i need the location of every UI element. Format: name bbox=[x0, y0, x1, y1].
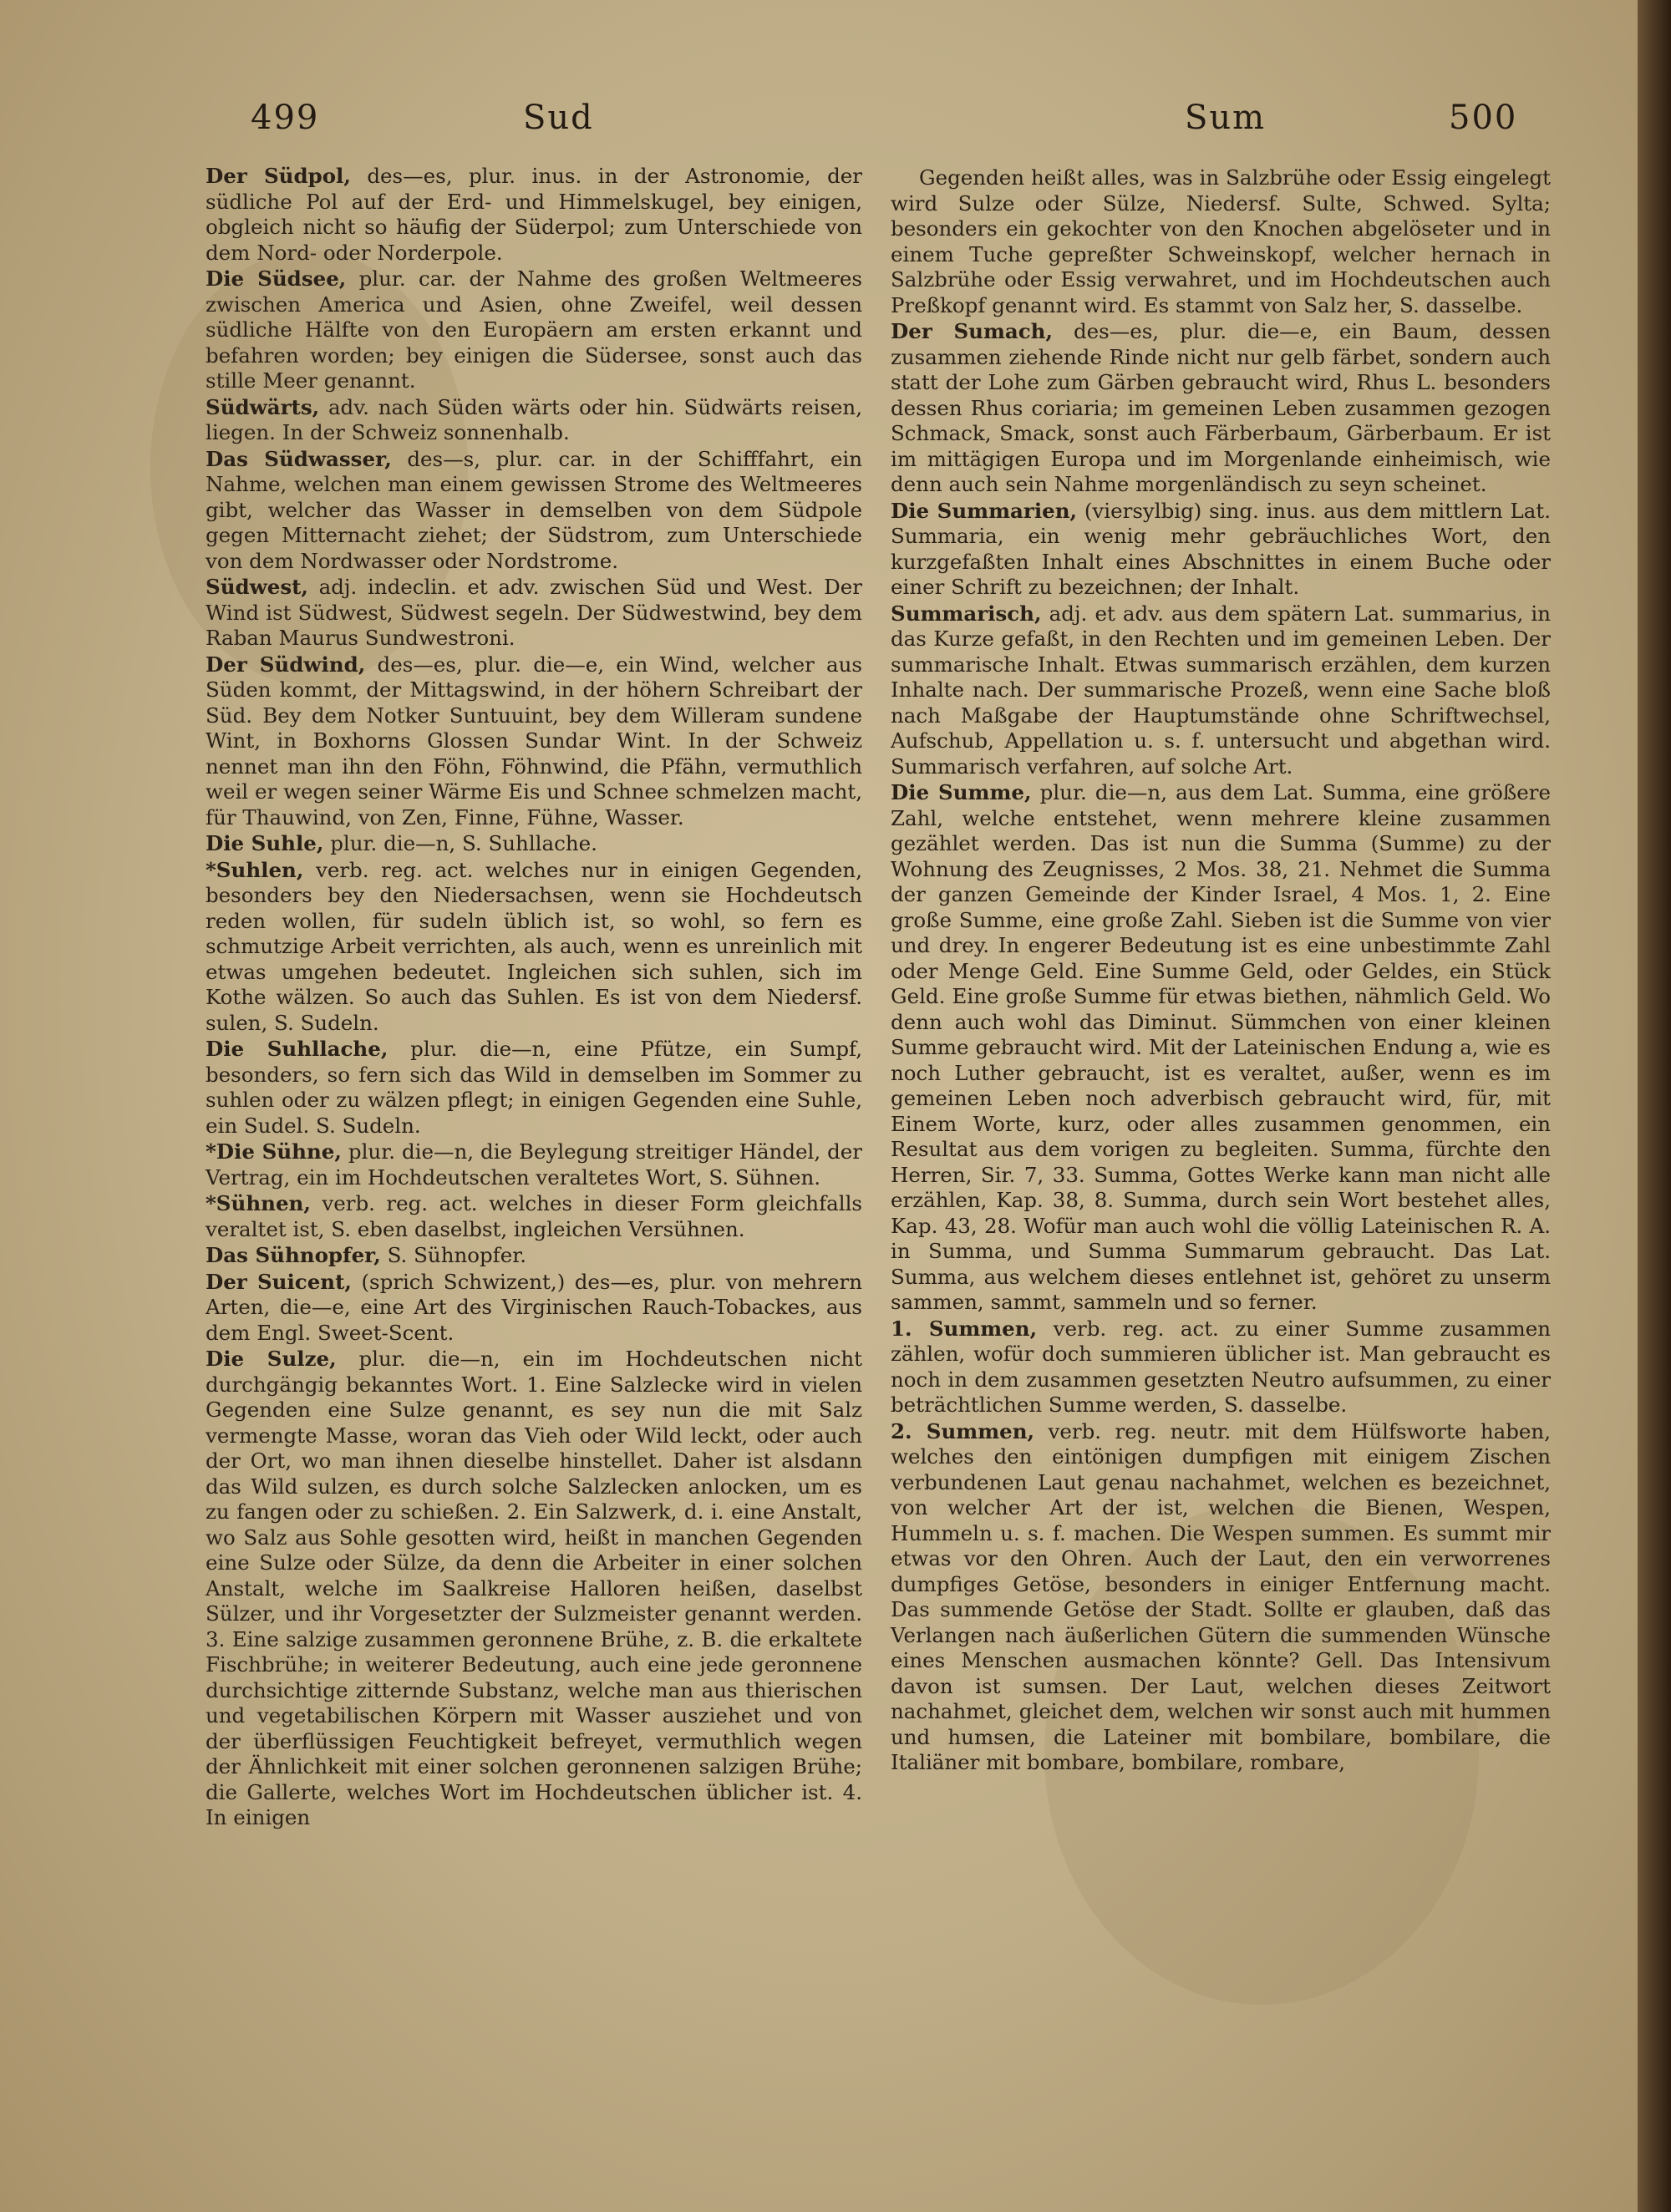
dictionary-entry: Der Südpol, des—es, plur. inus. in der Astronomie, der südliche Pol auf der Erd- und Himmelskugel, bey einigen, obgleich nicht so häufig der Süderpol; zum Unterschiede von dem Nord- oder Norderpole. bbox=[206, 164, 862, 265]
dictionary-entry: Die Suhle, plur. die—n, S. Suhllache. bbox=[206, 831, 597, 855]
dictionary-entry: Der Suicent, (sprich Schwizent,) des—es, plur. von mehrern Arten, die—e, eine Art des Virginischen Rauch-Tobackes, aus dem Engl. Sweet-Scent. bbox=[206, 1269, 862, 1345]
dictionary-entry: Die Summe, plur. die—n, aus dem Lat. Summa, eine größere Zahl, welche entstehet, wenn mehrere kleine zusammen gezählet werden. Das ist nun die Summa (Summe) zu der Wohnung des Zeugnisses, 2 Mos. 38, 21. Nehmet die Summa der ganzen Gemeinde der Kinder Israel, 4 Mos. 1, 2. Eine große Summe, eine große Zahl. Sieben ist die Summe von vier und drey. In engerer Bedeutung ist es eine unbestimmte Zahl oder Menge Geld. Eine Summe Geld, oder Geldes, ein Stück Geld. Eine große Summe für etwas biethen, nähmlich Geld. Wo denn auch wohl das Diminut. Sümmchen von einer kleinen Summe gebraucht wird. Mit der Lateinischen Endung a, wie es noch Luther gebraucht, ist es veraltet, außer, wenn es im gemeinen Leben noch adverbisch gebraucht wird, für, mit Einem Worte, kurz, oder alles zusammen genommen, ein Resultat aus dem vorigen zu begleiten. Summa, fürchte den Herren, Sir. 7, 33. Summa, Gottes Werke kann man nicht alle erzählen, Kap. 38, 8. Summa, durch sein Wort bestehet alles, Kap. 43, 28. Wofür man auch wohl die völlig Lateinischen R. A. in Summa, und Summa Summarum gebraucht. Das Lat. Summa, aus welchem dieses entlehnet ist, gehöret zu unserm sammen, sammt, sammeln und so ferner. bbox=[891, 780, 1552, 1314]
dictionary-entry: 1. Summen, verb. reg. act. zu einer Summe zusammen zählen, wofür doch summieren üblicher ist. Man gebraucht es noch in dem zusammen gesetzten Neutro aufsummen, zu einer beträchtlichen Summe werden, S. dasselbe. bbox=[891, 1316, 1552, 1417]
dictionary-entry: Der Sumach, des—es, plur. die—e, ein Baum, dessen zusammen ziehende Rinde nicht nur gelb färbet, sondern auch statt der Lohe zum Gärben gebraucht wird, Rhus L. besonders dessen Rhus coriaria; im gemeinen Leben zusammen gezogen Schmack, Smack, sonst auch Färberbaum, Gärberbaum. Er ist im mittägigen Europa und im Morgenlande einheimisch, wie denn auch sein Nahme morgenländisch zu seyn scheinet. bbox=[891, 319, 1551, 496]
right-column bbox=[891, 165, 1551, 1777]
dictionary-entry: Die Südsee, plur. car. der Nahme des großen Weltmeeres zwischen America und Asien, ohne Zweifel, weil dessen südliche Hälfte von den Europäern am ersten erkannt und befahren worden; bey einigen die Südersee, sonst auch das stille Meer genannt. bbox=[206, 266, 862, 393]
page-number-right: 500 bbox=[1449, 99, 1518, 137]
running-head-left: Sud bbox=[523, 99, 594, 137]
dictionary-entry: Die Suhllache, plur. die—n, eine Pfütze, ein Sumpf, besonders, so fern sich das Wild in demselben im Sommer zu suhlen oder zu wälzen pflegt; in einigen Gegenden eine Suhle, ein Sudel. S. Sudeln. bbox=[206, 1037, 862, 1138]
dictionary-entry: *Die Sühne, plur. die—n, die Beylegung streitiger Händel, der Vertrag, ein im Hochdeutschen veraltetes Wort, S. Sühnen. bbox=[206, 1139, 862, 1190]
left-column bbox=[206, 164, 862, 1832]
dictionary-entry-continued: Gegenden heißt alles, was in Salzbrühe oder Essig eingelegt wird Sulze oder Sülze, Niedersf. Sulte, Schwed. Sylta; besonders ein gekochter von den Knochen abgelöseter und in einem Tuche gepreßter Schweinskopf, welcher hernach in Salzbrühe oder Essig verwahret, und im Hochdeutschen auch Preßkopf genannt wird. Es stammt von Salz her, S. dasselbe. bbox=[891, 165, 1551, 317]
dictionary-entry: Summarisch, adj. et adv. aus dem spätern Lat. summarius, in das Kurze gefaßt, in den Rechten und im gemeinen Leben. Der summarische Inhalt. Etwas summarisch erzählen, dem kurzen Inhalte nach. Der summarische Prozeß, wenn eine Sache bloß nach Maßgabe der Hauptumstände ohne Schriftwechsel, Aufschub, Appellation u. s. f. untersucht und abgethan wird. Summarisch verfahren, auf solche Art. bbox=[891, 601, 1552, 779]
page-number-left: 499 bbox=[251, 99, 320, 137]
dictionary-entry: Südwärts, adv. nach Süden wärts oder hin. Südwärts reisen, liegen. In der Schweiz sonnenhalb. bbox=[206, 394, 862, 444]
dictionary-entry: Die Sulze, plur. die—n, ein im Hochdeutschen nicht durchgängig bekanntes Wort. 1. Eine Salzlecke wird in vielen Gegenden eine Sulze genannt, es sey nun die mit Salz vermengte Masse, woran das Vieh oder Wild leckt, oder auch der Ort, wo man ihnen dieselbe hinstellet. Daher ist alsdann das Wild sulzen, es durch solche Salzlecken anlocken, um es zu fangen oder zu schießen. 2. Ein Salzwerk, d. i. eine Anstalt, wo Salz aus Sohle gesotten wird, heißt in manchen Gegenden eine Sulze oder Sülze, da denn die Arbeiter in einer solchen Anstalt, welche im Saalkreise Halloren heißen, daselbst Sülzer, und ihr Vorgesetzter der Sulzmeister genannt werden. 3. Eine salzige zusammen geronnene Brühe, z. B. die erkaltete Fischbrühe; in weiterer Bedeutung, auch eine jede geronnene durchsichtige zitternde Substanz, welche man aus thierischen und vegetabilischen Körpern mit Wasser ausziehet und von der überflüssigen Feuchtigkeit befreyet, vermuthlich wegen der Ähnlichkeit mit einer solchen geronnenen salzigen Brühe; die Gallerte, welches Wort im Hochdeutschen üblicher ist. 4. In einigen bbox=[206, 1347, 862, 1829]
dictionary-entry: Südwest, adj. indeclin. et adv. zwischen Süd und West. Der Wind ist Südwest, Südwest segeln. Der Südwestwind, bey dem Raban Maurus Sundwestroni. bbox=[206, 575, 863, 650]
book-spine-edge bbox=[1638, 0, 1671, 2212]
dictionary-entry: Der Südwind, des—es, plur. die—e, ein Wind, welcher aus Süden kommt, der Mittagswind, in der höhern Schreibart der Süd. Bey dem Notker Suntuuint, bey dem Willeram sundene Wint, in Boxhorns Glossen Sundar Wint. In der Schweiz nennet man ihn den Föhn, Föhnwind, die Pfähn, vermuthlich weil er wegen seiner Wärme Eis und Schnee schmelzen macht, für Thauwind, von Zen, Finne, Fühne, Wasser. bbox=[206, 652, 862, 830]
dictionary-entry: 2. Summen, verb. reg. neutr. mit dem Hülfsworte haben, welches den eintönigen dumpfigen mit einigem Zischen verbundenen Laut genau nachahmet, welchen es bezeichnet, von welcher Art der ist, welchen die Bienen, Wespen, Hummeln u. s. f. machen. Die Wespen summen. Es summt mir etwas vor den Ohren. Auch der Laut, den ein verworrenes dumpfiges Getöse, besonders in einiger Entfernung macht. Das summende Getöse der Stadt. Sollte er glauben, daß das Verlangen nach äußerlichen Gütern die summenden Wünsche eines Menschen ausmachen könnte? Gell. Das Intensivum davon ist sumsen. Der Laut, welchen dieses Zeitwort nachahmet, gleichet dem, welchen wir sonst auch mit hummen und humsen, die Lateiner mit bombilare, bombilare, die Italiäner mit bombare, bombilare, rombare, bbox=[891, 1418, 1551, 1774]
dictionary-entry: Das Sühnopfer, S. Sühnopfer. bbox=[206, 1243, 527, 1267]
dictionary-entry: Das Südwasser, des—s, plur. car. in der Schifffahrt, ein Nahme, welchen man einem gewissen Strome des Weltmeeres gibt, welcher das Wasser in demselben von dem Südpole gegen Mitternacht ziehet; der Südstrom, zum Unterschiede von dem Nordwasser oder Nordstrome. bbox=[206, 446, 862, 573]
dictionary-entry: Die Summarien, (viersylbig) sing. inus. aus dem mittlern Lat. Summaria, ein wenig mehr gebräuchliches Wort, den kurzgefaßten Inhalt eines Abschnittes in einem Buche oder einer Schrift zu bezeichnen; der Inhalt. bbox=[891, 498, 1551, 599]
dictionary-entry: *Suhlen, verb. reg. act. welches nur in einigen Gegenden, besonders bey den Niedersachsen, wenn sie Hochdeutsch reden wollen, für sudeln üblich ist, so wohl, so fern es schmutzige Arbeit verrichten, als auch, wenn es unreinlich mit etwas umgehen bedeutet. Ingleichen sich suhlen, sich im Kothe wälzen. So auch das Suhlen. Es ist von dem Niedersf. sulen, S. Sudeln. bbox=[206, 857, 862, 1035]
running-head-right: Sum bbox=[1185, 99, 1267, 137]
dictionary-entry: *Sühnen, verb. reg. act. welches in dieser Form gleichfalls veraltet ist, S. eben daselbst, ingleichen Versühnen. bbox=[206, 1191, 862, 1241]
